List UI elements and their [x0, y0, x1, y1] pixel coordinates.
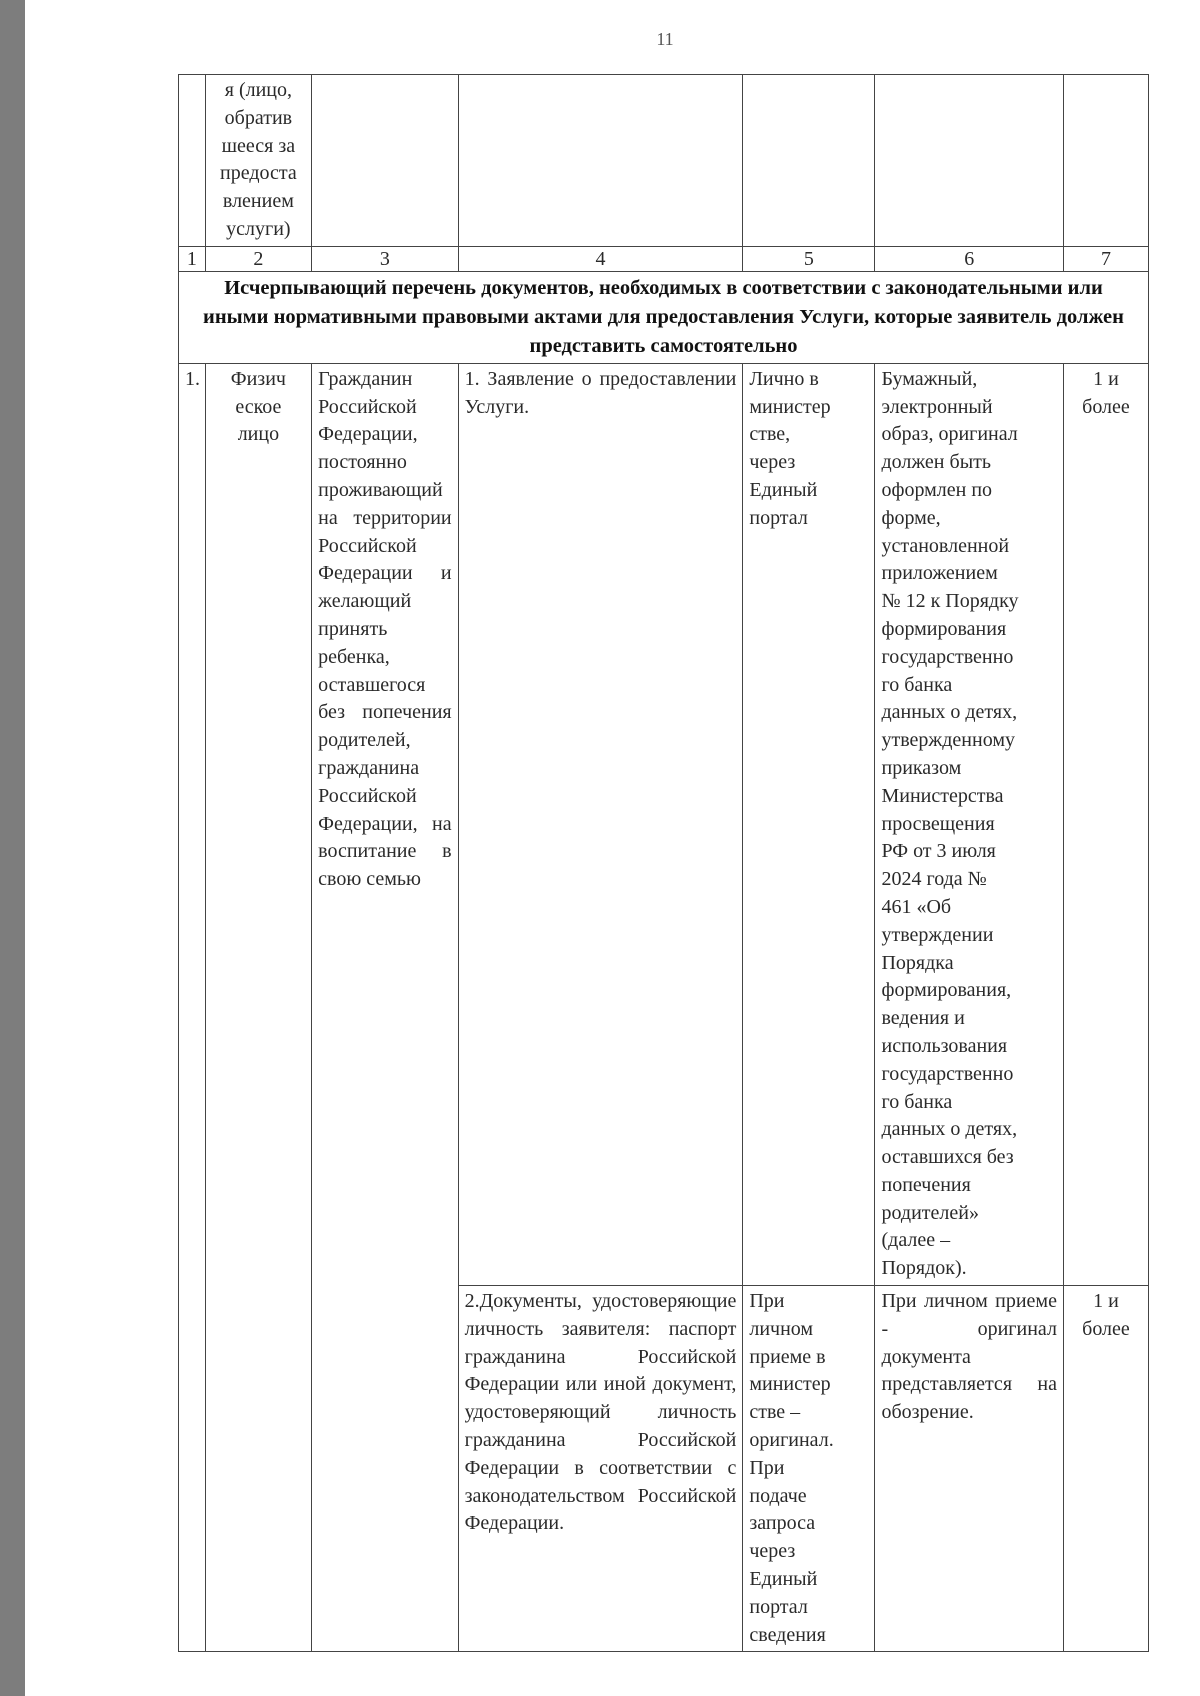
documents-table [178, 74, 1149, 1652]
column-number-row [179, 246, 1149, 271]
continuation-row [179, 75, 1149, 247]
document-count: 1 и более [1063, 363, 1148, 1285]
applicant-category-tail: я (лицо, обратив шееся за предоста влением услуги) [205, 75, 312, 247]
column-number: 2 [205, 246, 312, 271]
cell-empty [179, 75, 206, 247]
page-number: 11 [656, 29, 674, 49]
column-number: 5 [743, 246, 875, 271]
cell-empty [743, 75, 875, 247]
column-number: 7 [1063, 246, 1148, 271]
document-name: 2.Документы, удостоверяющие личность заявителя: паспорт гражданина Российской Федерации или иной документ, удостоверяющий личность гражданина Российской Федерации в соответствии с законодательством Российской Федерации. [458, 1286, 743, 1652]
applicant-category: Физич еское лицо [205, 363, 312, 1652]
section-heading: Исчерпывающий перечень документов, необходимых в соответствии с законодательными или иными нормативными правовыми актами для предоставления Услуги, которые заявитель должен представить самостоятельно [179, 271, 1149, 363]
cell-empty [875, 75, 1063, 247]
section-heading-row [179, 271, 1149, 363]
submission-method: При личном приеме в министер стве – оригинал. При подаче запроса через Единый портал сведения [743, 1286, 875, 1652]
document-count: 1 и более [1063, 1286, 1148, 1652]
column-number: 6 [875, 246, 1063, 271]
cell-empty [312, 75, 458, 247]
column-number: 1 [179, 246, 206, 271]
applicant-number: 1. [179, 363, 206, 1652]
scan-edge [0, 0, 25, 1696]
cell-empty [1063, 75, 1148, 247]
document-requirements: При личном приеме - оригинал документа представляется на обозрение. [875, 1286, 1063, 1652]
column-number: 3 [312, 246, 458, 271]
submission-method: Лично в министер стве, через Единый портал [743, 363, 875, 1285]
document-row [179, 363, 1149, 1285]
cell-empty [458, 75, 743, 247]
column-number: 4 [458, 246, 743, 271]
applicant-description: Гражданин Российской Федерации, постоянно проживающий на территории Российской Федерации и желающий принять ребенка, оставшегося без попечения родителей, гражданина Российской Федерации, на воспитание в свою семью [312, 363, 458, 1652]
document-name: 1. Заявление о предоставлении Услуги. [458, 363, 743, 1285]
document-requirements: Бумажный, электронный образ, оригинал должен быть оформлен по форме, установленной приложением № 12 к Порядку формирования государственно го банка данных о детях, утвержденному приказом Министерства просвещения РФ от 3 июля 2024 года № 461 «Об утверждении Порядка формирования, ведения и использования государственно го банка данных о детях, оставшихся без попечения родителей» (далее – Порядок). [875, 363, 1063, 1285]
